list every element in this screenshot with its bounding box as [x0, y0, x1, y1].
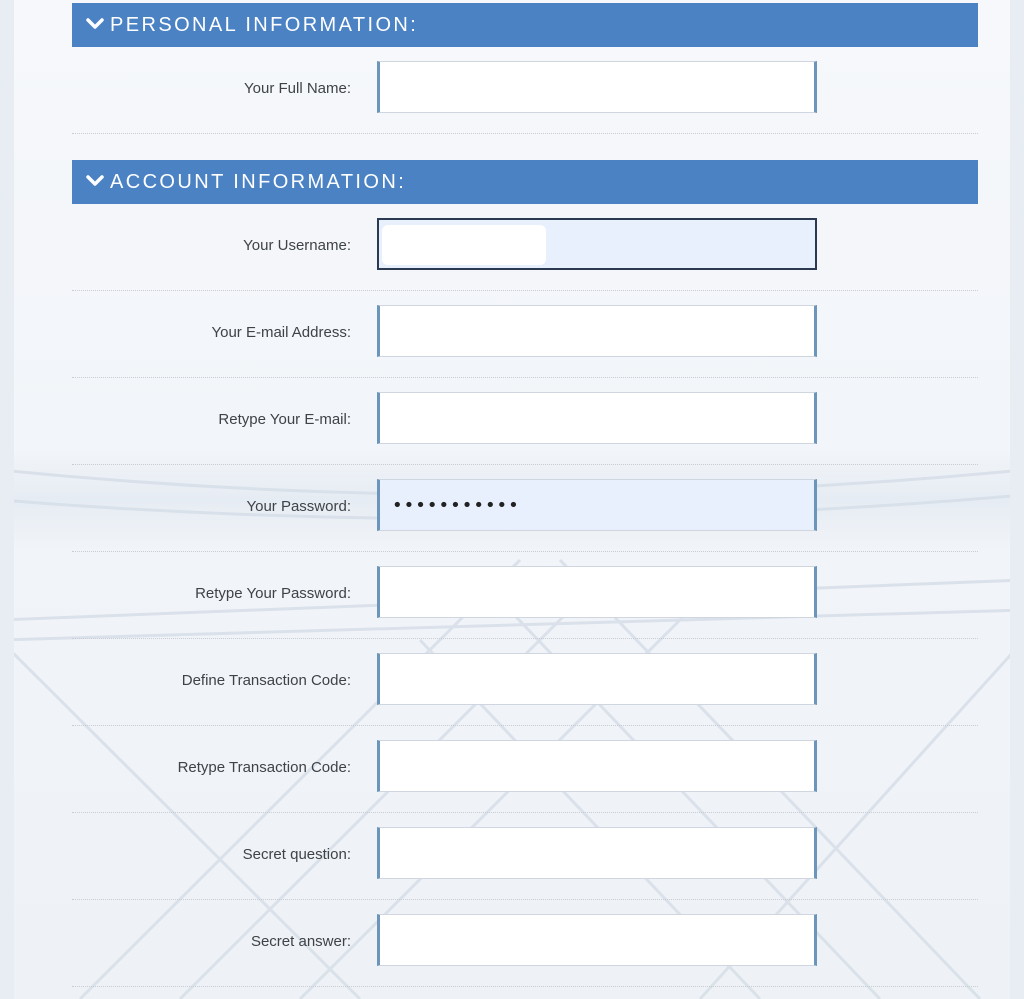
password-input[interactable]	[377, 479, 817, 531]
form-row-email	[72, 291, 978, 378]
secret-answer-input[interactable]	[377, 914, 817, 966]
field-label: Your Full Name:	[244, 80, 351, 97]
field-label: Secret question:	[242, 846, 351, 863]
retype-password-input[interactable]	[377, 566, 817, 618]
field-label: Retype Your E-mail:	[218, 411, 351, 428]
form-row-retype-password	[72, 552, 978, 639]
chevron-down-icon	[86, 18, 104, 30]
retype-email-input[interactable]	[377, 392, 817, 444]
form-row-password	[72, 465, 978, 552]
form-row-username	[72, 204, 978, 291]
field-label: Define Transaction Code:	[181, 672, 351, 689]
field-label: Your E-mail Address:	[211, 324, 351, 341]
field-label: Secret answer:	[250, 933, 351, 950]
chevron-down-icon	[86, 175, 104, 187]
username-input[interactable]	[377, 218, 817, 270]
form-row-secret-answer	[72, 900, 978, 987]
section-title: PERSONAL INFORMATION:	[110, 13, 419, 36]
account-information-header[interactable]	[72, 160, 978, 204]
email-input[interactable]	[377, 305, 817, 357]
section-title: ACCOUNT INFORMATION:	[110, 170, 407, 193]
retype-transaction-code-input[interactable]	[377, 740, 817, 792]
form-row-transaction-code	[72, 639, 978, 726]
personal-information-header[interactable]	[72, 3, 978, 47]
field-label: Your Username:	[243, 237, 351, 254]
secret-question-input[interactable]	[377, 827, 817, 879]
full-name-input[interactable]	[377, 61, 817, 113]
field-label: Retype Your Password:	[195, 585, 351, 602]
form-row-full-name	[72, 47, 978, 134]
form-row-retype-transaction-code	[72, 726, 978, 813]
field-label: Retype Transaction Code:	[177, 759, 351, 776]
form-row-secret-question	[72, 813, 978, 900]
form-row-retype-email	[72, 378, 978, 465]
transaction-code-input[interactable]	[377, 653, 817, 705]
field-label: Your Password:	[246, 498, 351, 515]
registration-form	[72, 0, 978, 987]
